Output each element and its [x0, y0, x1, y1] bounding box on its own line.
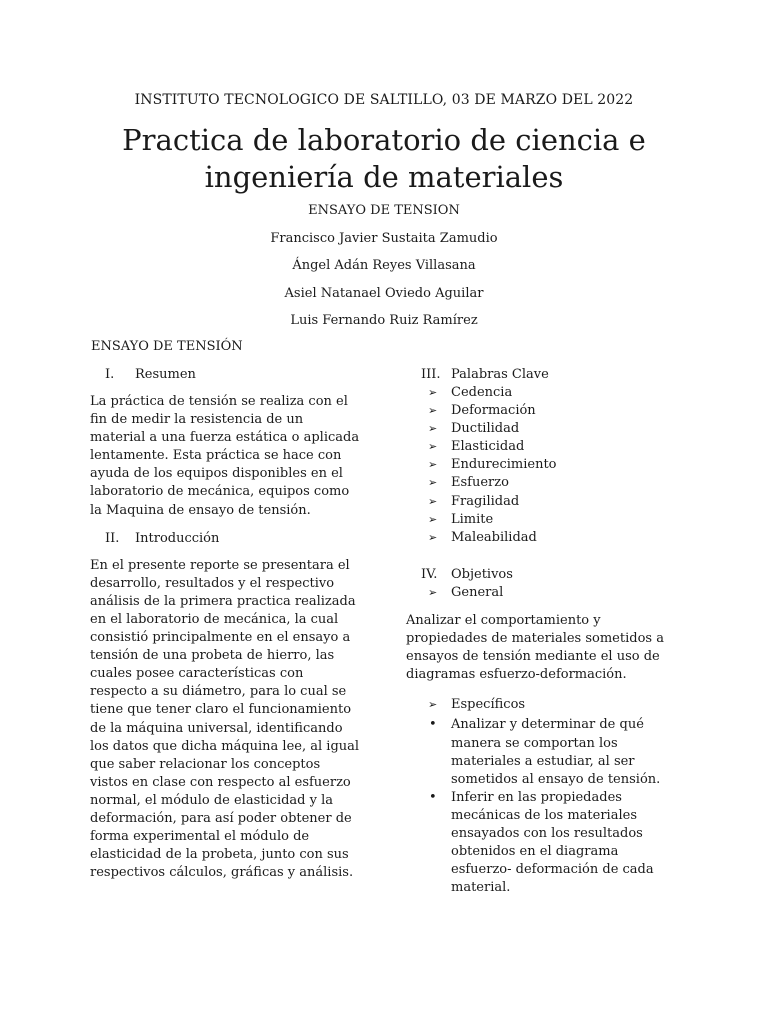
section-number: I.	[105, 367, 115, 382]
section-number: III.	[421, 367, 441, 382]
section-number: II.	[105, 530, 120, 546]
arrow-bullet-icon: ➢	[428, 404, 438, 418]
keyword-item: ➢ Ductilidad	[406, 420, 676, 438]
arrow-bullet-icon: ➢	[428, 476, 438, 490]
keyword-item: ➢ Fragilidad	[406, 493, 676, 511]
objetivo-general-list	[406, 584, 676, 602]
objetivo-especifico-item: • Inferir en las propiedades mecánicas de los materiales ensayados con los resultados obtenidos en el diagrama esfuerzo- deformación de cada material.	[429, 789, 654, 896]
objetivos-especificos-label-list	[406, 696, 676, 714]
keyword-list	[406, 384, 676, 547]
objetivos-especificos-list	[406, 716, 676, 897]
keyword-item: ➢ Maleabilidad	[406, 529, 676, 547]
institution-line: INSTITUTO TECNOLOGICO DE SALTILLO, 03 DE MARZO DEL 2022	[134, 92, 634, 108]
keyword-item: ➢ Limite	[406, 511, 676, 529]
arrow-bullet-icon: ➢	[428, 386, 438, 399]
paper-subtitle: ENSAYO DE TENSION	[308, 203, 460, 218]
arrow-bullet-icon: ➢	[428, 440, 438, 454]
arrow-bullet-icon: ➢	[428, 512, 438, 526]
author-name: Asiel Natanael Oviedo Aguilar	[284, 285, 484, 301]
keyword-item: ➢ Cedencia	[406, 384, 676, 402]
introduccion-heading	[90, 530, 362, 548]
right-column	[406, 366, 676, 897]
left-column	[90, 366, 362, 892]
keyword-item: ➢ Elasticidad	[406, 438, 676, 456]
introduccion-paragraph: En el presente reporte se presentara el desarrollo, resultados y el respectivo análisis de la primera practica realizada en el laboratorio de mecánica, la cual consistió principalmente en el ensayo a tensión de una probeta de hierro, las cuales posee características con respecto a su diámetro, para lo cual se tiene que tener claro el funcionamiento de la máquina universal, identificando los datos que dicha máquina lee, al igual que saber relacionar los conceptos vistos en clase con respecto al esfuerzo normal, el módulo de elasticidad y la deformación, para así poder obtener de forma experimental el módulo de elasticidad de la probeta, junto con sus respectivos cálculos, gráficas y análisis.	[90, 557, 360, 881]
resumen-heading	[90, 366, 362, 384]
section-label: ENSAYO DE TENSIÓN	[91, 339, 243, 354]
arrow-bullet-icon: ➢	[428, 494, 438, 508]
objetivo-general-label: ➢ General	[406, 584, 676, 602]
author-name: Francisco Javier Sustaita Zamudio	[270, 231, 498, 246]
bullet-dot-icon: •	[429, 717, 437, 733]
section-title: Resumen	[135, 367, 196, 382]
arrow-bullet-icon: ➢	[428, 422, 438, 436]
palabras-clave-heading	[406, 366, 676, 384]
objetivo-especifico-item: • Analizar y determinar de qué manera se comportan los materiales a estudiar, al ser sometidos al ensayo de tensión.	[429, 717, 661, 787]
objetivos-heading	[406, 566, 676, 584]
section-number: IV.	[421, 566, 438, 582]
author-name: Ángel Adán Reyes Villasana	[292, 258, 476, 274]
objetivo-general-paragraph: Analizar el comportamiento y propiedades de materiales sometidos a ensayos de tensión mediante el uso de diagramas esfuerzo-deformación.	[406, 612, 664, 683]
author-name: Luis Fernando Ruiz Ramírez	[290, 312, 478, 328]
bullet-dot-icon: •	[429, 789, 437, 805]
author-list	[0, 230, 768, 339]
arrow-bullet-icon: ➢	[428, 698, 438, 712]
keyword-item: ➢ Deformación	[406, 402, 676, 420]
keyword-item: ➢ Endurecimiento	[406, 456, 676, 474]
arrow-bullet-icon: ➢	[428, 458, 438, 472]
section-title: Introducción	[135, 530, 220, 546]
resumen-paragraph: La práctica de tensión se realiza con el fin de medir la resistencia de un material a una fuerza estática o aplicada lentamente. Esta práctica se hace con ayuda de los equipos disponibles en el laboratorio de mecánica, equipos como la Maquina de ensayo de tensión.	[90, 394, 360, 518]
paper-title: Practica de laboratorio de ciencia e ingeniería de materiales	[122, 123, 646, 194]
arrow-bullet-icon: ➢	[428, 530, 438, 544]
keyword-item: ➢ Esfuerzo	[406, 474, 676, 492]
arrow-bullet-icon: ➢	[428, 585, 438, 599]
objetivos-especificos-label: ➢ Específicos	[406, 696, 676, 714]
section-title: Objetivos	[451, 566, 513, 582]
section-title: Palabras Clave	[451, 367, 549, 382]
